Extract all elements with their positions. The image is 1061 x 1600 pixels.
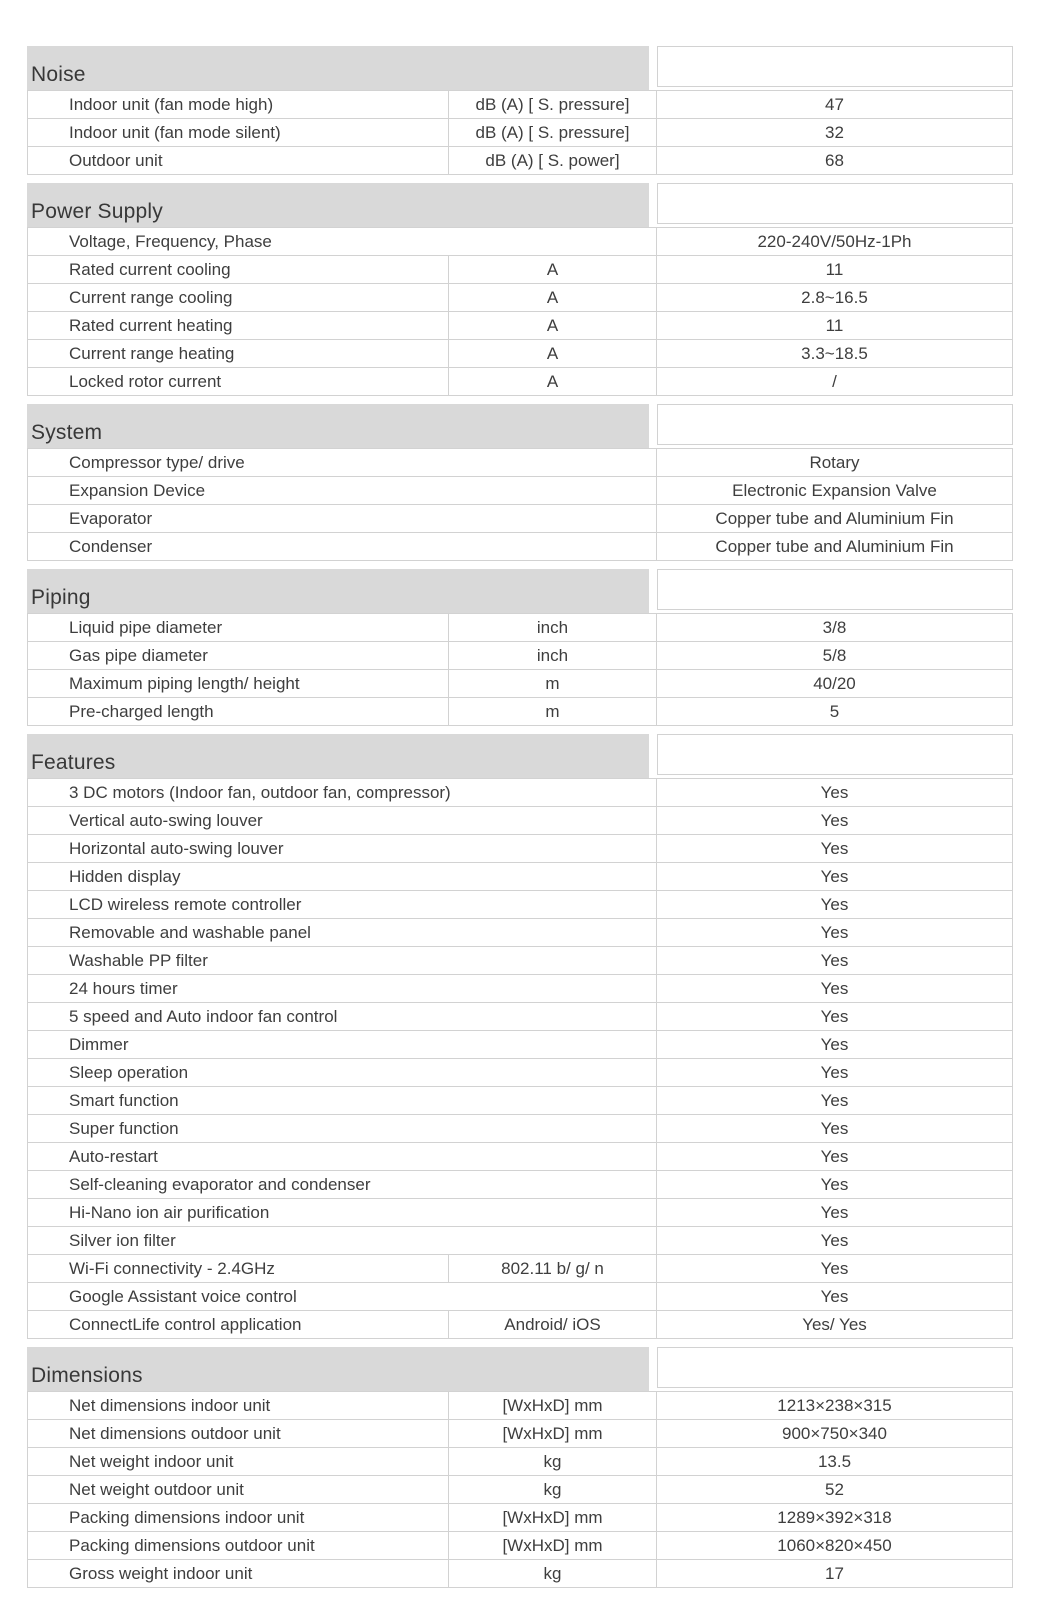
spec-label: Gas pipe diameter	[27, 641, 449, 670]
spec-value: Yes	[656, 1142, 1013, 1171]
spec-row	[27, 806, 1013, 835]
spec-value: Yes	[656, 862, 1013, 891]
spec-value: 3.3~18.5	[656, 339, 1013, 368]
section-title: System	[27, 404, 649, 449]
spec-label: Evaporator	[27, 504, 657, 533]
section-header-features	[27, 734, 1013, 779]
spec-row	[27, 118, 1013, 147]
spec-value: Yes	[656, 1170, 1013, 1199]
section-header-dimensions	[27, 1347, 1013, 1392]
spec-row	[27, 339, 1013, 368]
spec-value: Rotary	[656, 448, 1013, 477]
spec-row	[27, 448, 1013, 477]
spec-label: Auto-restart	[27, 1142, 657, 1171]
spec-value: Yes	[656, 1030, 1013, 1059]
spec-value: 52	[656, 1475, 1013, 1504]
spec-value: Electronic Expansion Valve	[656, 476, 1013, 505]
spec-row	[27, 669, 1013, 698]
spec-label: Current range heating	[27, 339, 449, 368]
spec-row	[27, 862, 1013, 891]
section-header-system	[27, 404, 1013, 449]
spec-row	[27, 504, 1013, 533]
section-title: Noise	[27, 46, 649, 91]
spec-value: 1060×820×450	[656, 1531, 1013, 1560]
spec-label: Pre-charged length	[27, 697, 449, 726]
spec-value: 1289×392×318	[656, 1503, 1013, 1532]
spec-value: Yes	[656, 806, 1013, 835]
spec-label: Net weight outdoor unit	[27, 1475, 449, 1504]
spec-unit: inch	[448, 613, 657, 642]
spec-value: 2.8~16.5	[656, 283, 1013, 312]
spec-value: 17	[656, 1559, 1013, 1588]
spec-value: 5	[656, 697, 1013, 726]
spec-label: Compressor type/ drive	[27, 448, 657, 477]
spec-label: 5 speed and Auto indoor fan control	[27, 1002, 657, 1031]
spec-unit: inch	[448, 641, 657, 670]
spec-value: 220-240V/50Hz-1Ph	[656, 227, 1013, 256]
spec-value: Yes	[656, 1058, 1013, 1087]
section-header-piping	[27, 569, 1013, 614]
spec-unit: [WxHxD] mm	[448, 1503, 657, 1532]
spec-unit: dB (A) [ S. pressure]	[448, 90, 657, 119]
spec-row	[27, 1086, 1013, 1115]
spec-unit: [WxHxD] mm	[448, 1391, 657, 1420]
spec-row	[27, 1226, 1013, 1255]
spec-value: 40/20	[656, 669, 1013, 698]
spec-label: Packing dimensions outdoor unit	[27, 1531, 449, 1560]
section-header-empty-cell	[657, 183, 1013, 224]
spec-row	[27, 918, 1013, 947]
spec-label: Removable and washable panel	[27, 918, 657, 947]
section-title: Features	[27, 734, 649, 779]
spec-label: LCD wireless remote controller	[27, 890, 657, 919]
spec-value: Yes	[656, 946, 1013, 975]
spec-label: Super function	[27, 1114, 657, 1143]
spec-value: Yes	[656, 1254, 1013, 1283]
section-header-empty-cell	[657, 404, 1013, 445]
spec-row	[27, 1198, 1013, 1227]
spec-row	[27, 227, 1013, 256]
spec-row	[27, 1419, 1013, 1448]
section-header-empty-cell	[657, 1347, 1013, 1388]
spec-row	[27, 1310, 1013, 1339]
spec-value: 1213×238×315	[656, 1391, 1013, 1420]
spec-label: Wi-Fi connectivity - 2.4GHz	[27, 1254, 449, 1283]
spec-row	[27, 946, 1013, 975]
spec-row	[27, 255, 1013, 284]
spec-row	[27, 367, 1013, 396]
spec-row	[27, 1559, 1013, 1588]
spec-row	[27, 1030, 1013, 1059]
spec-value: 68	[656, 146, 1013, 175]
spec-value: /	[656, 367, 1013, 396]
spec-row	[27, 283, 1013, 312]
spec-value: 47	[656, 90, 1013, 119]
spec-unit: kg	[448, 1559, 657, 1588]
spec-value: Copper tube and Aluminium Fin	[656, 532, 1013, 561]
spec-value: 32	[656, 118, 1013, 147]
spec-value: Yes	[656, 1002, 1013, 1031]
spec-unit: kg	[448, 1447, 657, 1476]
spec-row	[27, 834, 1013, 863]
spec-label: Condenser	[27, 532, 657, 561]
section-header-empty-cell	[657, 569, 1013, 610]
spec-label: Net weight indoor unit	[27, 1447, 449, 1476]
spec-value: Yes	[656, 918, 1013, 947]
spec-label: Google Assistant voice control	[27, 1282, 657, 1311]
spec-value: Yes	[656, 1114, 1013, 1143]
spec-label: Hidden display	[27, 862, 657, 891]
spec-label: Rated current heating	[27, 311, 449, 340]
spec-label: 3 DC motors (Indoor fan, outdoor fan, compressor)	[27, 778, 657, 807]
spec-unit: A	[448, 283, 657, 312]
spec-row	[27, 1475, 1013, 1504]
spec-row	[27, 1282, 1013, 1311]
spec-label: Packing dimensions indoor unit	[27, 1503, 449, 1532]
spec-unit: dB (A) [ S. pressure]	[448, 118, 657, 147]
spec-row	[27, 1447, 1013, 1476]
spec-value: Yes	[656, 890, 1013, 919]
spec-unit: [WxHxD] mm	[448, 1531, 657, 1560]
spec-label: Sleep operation	[27, 1058, 657, 1087]
spec-label: Horizontal auto-swing louver	[27, 834, 657, 863]
spec-row	[27, 1391, 1013, 1420]
spec-value: Yes	[656, 1198, 1013, 1227]
spec-row	[27, 311, 1013, 340]
spec-unit: m	[448, 697, 657, 726]
spec-row	[27, 146, 1013, 175]
spec-row	[27, 613, 1013, 642]
spec-label: Net dimensions indoor unit	[27, 1391, 449, 1420]
spec-value: Yes	[656, 1086, 1013, 1115]
spec-row	[27, 476, 1013, 505]
spec-unit: kg	[448, 1475, 657, 1504]
spec-value: Yes	[656, 834, 1013, 863]
spec-row	[27, 641, 1013, 670]
spec-row	[27, 1170, 1013, 1199]
spec-label: Locked rotor current	[27, 367, 449, 396]
spec-value: 3/8	[656, 613, 1013, 642]
spec-value: Yes	[656, 1226, 1013, 1255]
spec-unit: A	[448, 367, 657, 396]
spec-label: Net dimensions outdoor unit	[27, 1419, 449, 1448]
spec-value: Yes	[656, 974, 1013, 1003]
spec-value: Yes	[656, 1282, 1013, 1311]
spec-label: Current range cooling	[27, 283, 449, 312]
spec-label: Silver ion filter	[27, 1226, 657, 1255]
spec-row	[27, 1058, 1013, 1087]
spec-label: Washable PP filter	[27, 946, 657, 975]
spec-label: Maximum piping length/ height	[27, 669, 449, 698]
spec-unit: dB (A) [ S. power]	[448, 146, 657, 175]
spec-row	[27, 1142, 1013, 1171]
spec-label: Outdoor unit	[27, 146, 449, 175]
spec-value: Copper tube and Aluminium Fin	[656, 504, 1013, 533]
spec-row	[27, 974, 1013, 1003]
spec-row	[27, 1503, 1013, 1532]
spec-value: Yes/ Yes	[656, 1310, 1013, 1339]
spec-row	[27, 697, 1013, 726]
section-title: Dimensions	[27, 1347, 649, 1392]
spec-table	[27, 46, 1013, 1588]
section-header-empty-cell	[657, 734, 1013, 775]
spec-row	[27, 890, 1013, 919]
spec-label: ConnectLife control application	[27, 1310, 449, 1339]
spec-row	[27, 1254, 1013, 1283]
spec-row	[27, 532, 1013, 561]
section-title: Piping	[27, 569, 649, 614]
spec-row	[27, 1114, 1013, 1143]
spec-label: Expansion Device	[27, 476, 657, 505]
spec-value: Yes	[656, 778, 1013, 807]
section-title: Power Supply	[27, 183, 649, 228]
spec-unit: 802.11 b/ g/ n	[448, 1254, 657, 1283]
spec-value: 11	[656, 311, 1013, 340]
spec-value: 11	[656, 255, 1013, 284]
spec-value: 13.5	[656, 1447, 1013, 1476]
spec-label: 24 hours timer	[27, 974, 657, 1003]
section-header-power-supply	[27, 183, 1013, 228]
spec-label: Hi-Nano ion air purification	[27, 1198, 657, 1227]
spec-unit: A	[448, 255, 657, 284]
spec-row	[27, 778, 1013, 807]
spec-label: Dimmer	[27, 1030, 657, 1059]
spec-row	[27, 1531, 1013, 1560]
spec-label: Self-cleaning evaporator and condenser	[27, 1170, 657, 1199]
section-header-noise	[27, 46, 1013, 91]
spec-label: Indoor unit (fan mode high)	[27, 90, 449, 119]
spec-label: Indoor unit (fan mode silent)	[27, 118, 449, 147]
spec-value: 5/8	[656, 641, 1013, 670]
spec-label: Voltage, Frequency, Phase	[27, 227, 657, 256]
spec-unit: [WxHxD] mm	[448, 1419, 657, 1448]
spec-row	[27, 90, 1013, 119]
section-header-empty-cell	[657, 46, 1013, 87]
spec-label: Rated current cooling	[27, 255, 449, 284]
spec-value: 900×750×340	[656, 1419, 1013, 1448]
spec-label: Gross weight indoor unit	[27, 1559, 449, 1588]
spec-row	[27, 1002, 1013, 1031]
spec-label: Liquid pipe diameter	[27, 613, 449, 642]
spec-unit: A	[448, 311, 657, 340]
spec-label: Vertical auto-swing louver	[27, 806, 657, 835]
spec-unit: m	[448, 669, 657, 698]
spec-unit: A	[448, 339, 657, 368]
spec-unit: Android/ iOS	[448, 1310, 657, 1339]
spec-label: Smart function	[27, 1086, 657, 1115]
